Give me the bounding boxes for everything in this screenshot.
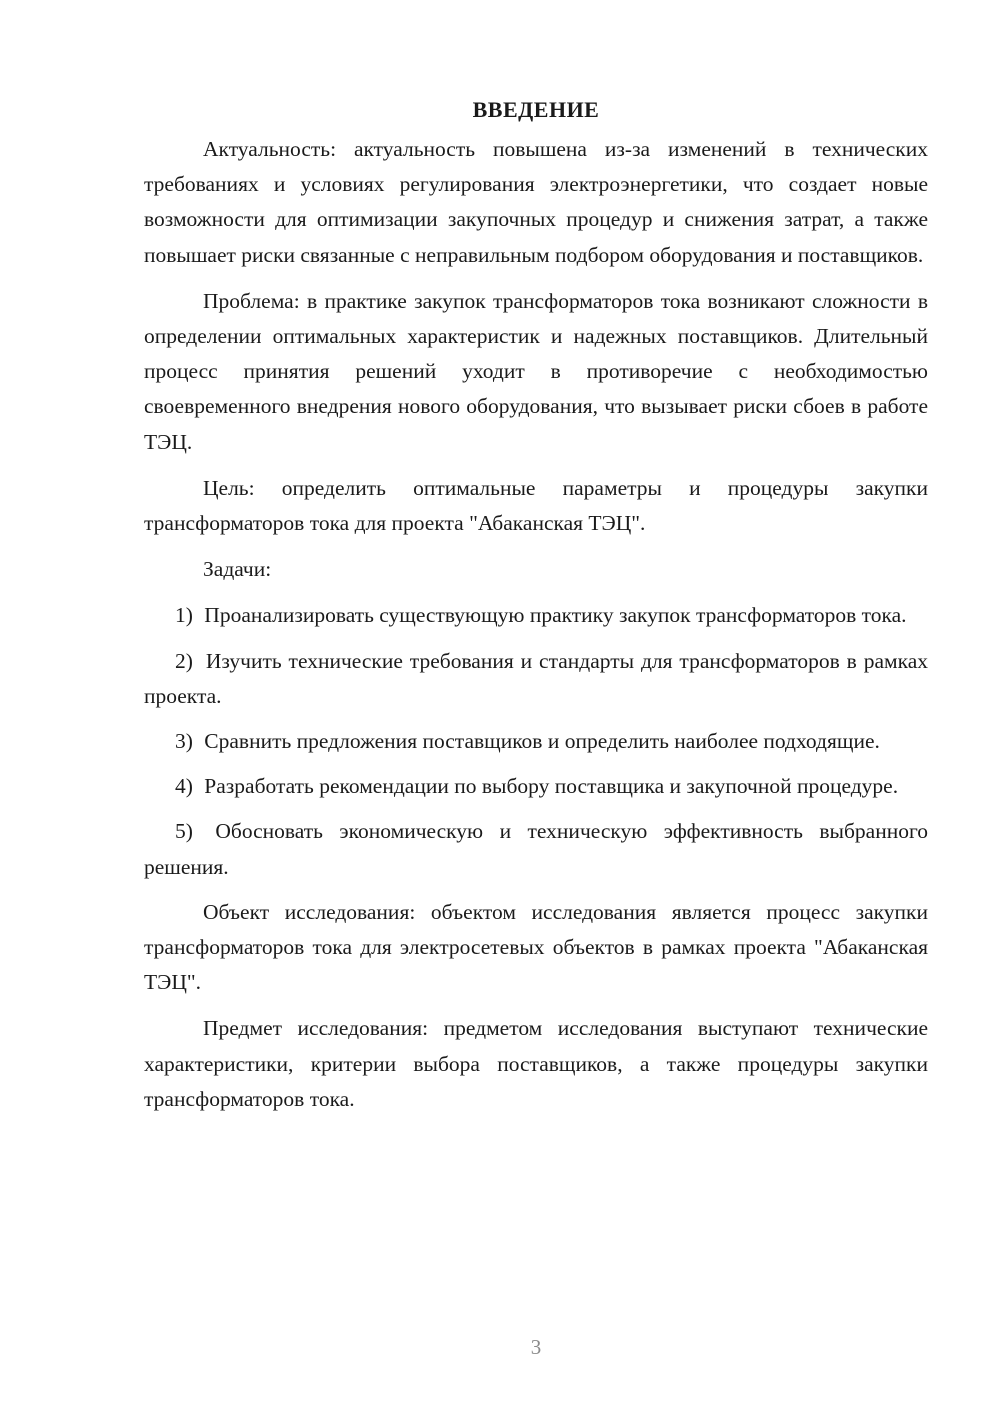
list-item xyxy=(144,724,928,759)
list-item xyxy=(144,644,928,714)
list-item-text: Проанализировать существующую практику закупок трансформаторов тока. xyxy=(204,603,907,628)
list-item-number: 2) xyxy=(175,648,193,673)
tasks-list xyxy=(144,598,928,884)
paragraph-tasks-heading: Задачи: xyxy=(203,557,272,582)
paragraph-goal: Цель: определить оптимальные параметры и процедуры закупки трансформаторов тока для проекта "Абаканская ТЭЦ". xyxy=(144,475,928,536)
list-item-number: 5) xyxy=(175,819,193,844)
paragraph-relevance: Актуальность: актуальность повышена из-за изменений в технических требованиях и условиях регулирования электроэнергетики, что создает новые возможности для оптимизации закупочных процедур и снижения затрат, а также повышает риски связанные с неправильным подбором оборудования и поставщиков. xyxy=(144,137,928,267)
list-item-number: 4) xyxy=(175,774,193,799)
paragraph-object: Объект исследования: объектом исследования является процесс закупки трансформаторов тока для электросетевых объектов в рамках проекта "Абаканская ТЭЦ". xyxy=(144,899,928,995)
list-item-text: Разработать рекомендации по выбору поставщика и закупочной процедуре. xyxy=(204,774,899,799)
list-item-text: Изучить технические требования и стандарты для трансформаторов в рамках проекта. xyxy=(144,648,929,708)
page-content xyxy=(144,94,928,1128)
list-item-number: 1) xyxy=(175,603,193,628)
page-heading: ВВЕДЕНИЕ xyxy=(472,97,600,122)
list-item xyxy=(144,769,928,804)
list-item-number: 3) xyxy=(175,729,193,754)
paragraph-subject: Предмет исследования: предметом исследования выступают технические характеристики, критерии выбора поставщиков, а также процедуры закупки трансформаторов тока. xyxy=(144,1016,928,1111)
list-item xyxy=(144,598,928,633)
page-number: 3 xyxy=(530,1335,542,1359)
list-item-text: Обосновать экономическую и техническую эффективность выбранного решения. xyxy=(144,819,928,879)
paragraph-problem: Проблема: в практике закупок трансформаторов тока возникают сложности в определении оптимальных характеристик и надежных поставщиков. Длительный процесс принятия решений уходит в противоречие с необходимостью своевременного внедрения нового оборудования, что вызывает риски сбоев в работе ТЭЦ. xyxy=(144,288,928,454)
list-item-text: Сравнить предложения поставщиков и определить наиболее подходящие. xyxy=(204,729,880,754)
list-item xyxy=(144,814,928,884)
